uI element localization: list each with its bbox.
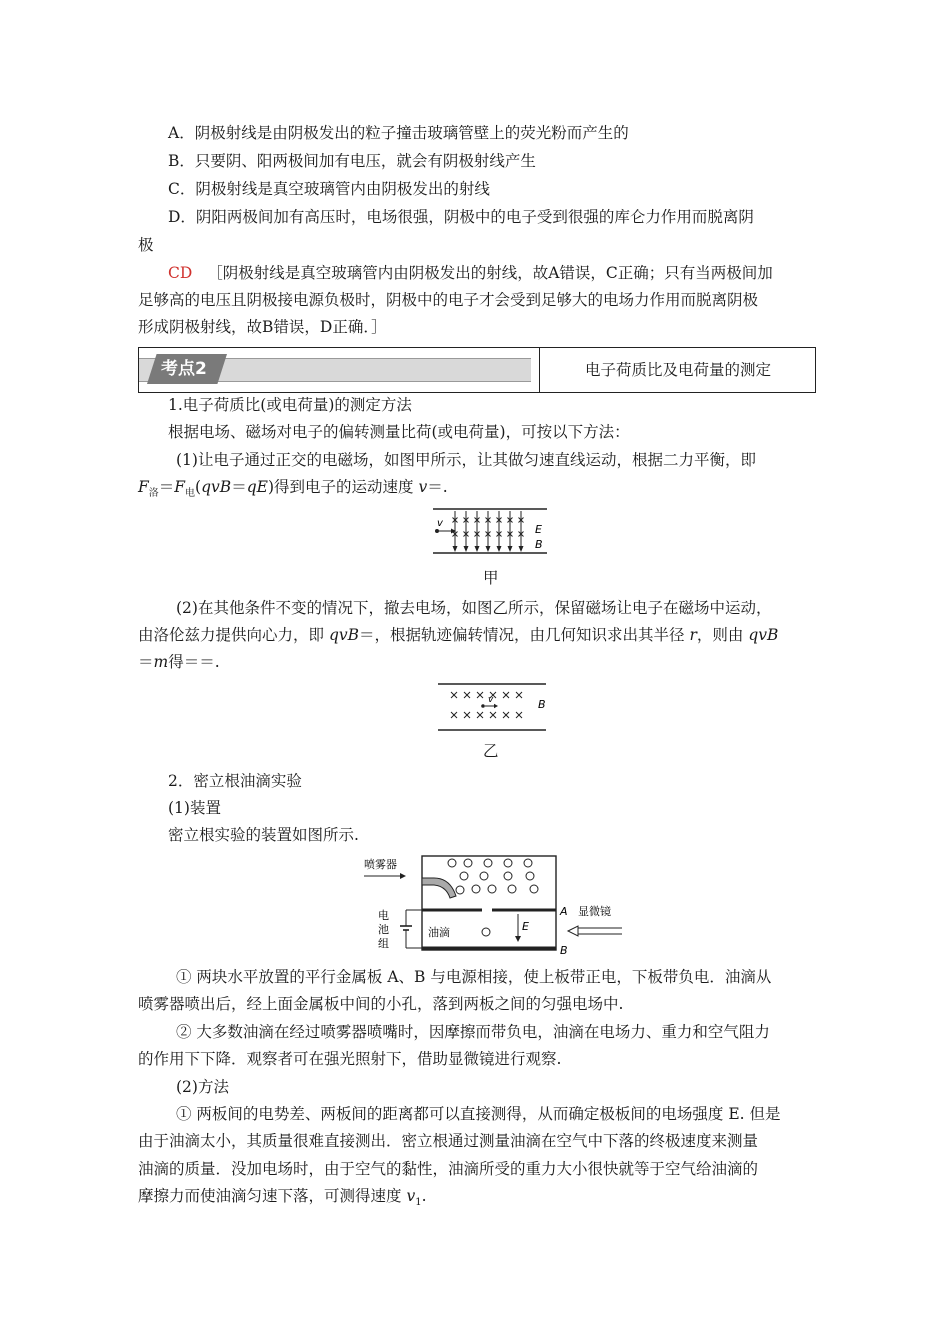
expr-qvb: qvB — [201, 478, 232, 496]
fig3-oil-droplets — [448, 859, 538, 894]
figure-yi-caption: 乙 — [483, 742, 499, 760]
m2-text-end: 得＝＝. — [168, 653, 220, 671]
subscript-luo: 洛 — [148, 488, 159, 500]
fig1-field-arrowhead — [475, 546, 480, 552]
subscript-dian: 电 — [185, 488, 196, 500]
millikan-heading: 2．密立根油滴实验 — [168, 772, 302, 790]
millikan-p1-line-2: 喷雾器喷出后，经上面金属板中间的小孔，落到两板之间的匀强电场中. — [138, 995, 624, 1013]
fig1-label-b: B — [535, 538, 543, 551]
fig3-e-arrowhead — [515, 936, 521, 942]
m2-expr-qvb-2: qvB — [748, 626, 779, 644]
option-b: B．只要阴、阳两极间加有电压，就会有阴极射线产生 — [168, 152, 536, 170]
paren-open: ( — [195, 478, 202, 496]
method-2-line-3 — [138, 651, 220, 673]
fig3-droplet — [526, 872, 534, 880]
fig3-droplet — [488, 885, 496, 893]
millikan-sub-2: (2)方法 — [176, 1078, 229, 1096]
symbol-f-2: F — [174, 478, 186, 496]
millikan-p3-line-2: 由于油滴太小，其质量很难直接测出．密立根通过测量油滴在空气中下落的终极速度来测量 — [138, 1132, 759, 1150]
p3-text: 摩擦力而使油滴匀速下落，可测得速度 — [138, 1187, 407, 1205]
equals-sign: ＝ — [158, 478, 175, 496]
method-1-line-1: (1)让电子通过正交的电磁场，如图甲所示，让其做匀速直线运动，根据二力平衡，即 — [176, 451, 756, 469]
fig3-sprayer-arrowhead — [400, 873, 406, 879]
millikan-p1-line-1: ① 两块水平放置的平行金属板 A、B 与电源相接，使上板带正电，下板带负电．油滴从 — [176, 968, 772, 986]
symbol-v: v — [418, 478, 428, 496]
fig3-label-battery-2: 池 — [378, 923, 389, 936]
fig1-label-v: v — [437, 518, 443, 529]
millikan-p2-line-1: ② 大多数油滴在经过喷雾器喷嘴时，因摩擦而带负电，油滴在电场力、重力和空气阻力 — [176, 1023, 770, 1041]
fig3-droplet — [504, 859, 512, 867]
millikan-p3-line-3: 油滴的质量．没加电场时，由于空气的黏性，油滴所受的重力大小很快就等于空气给油滴的 — [138, 1160, 759, 1178]
fig3-nozzle — [422, 878, 456, 898]
fig3-microscope-lens — [568, 926, 578, 936]
method-2-line-1: (2)在其他条件不变的情况下，撤去电场，如图乙所示，保留磁场让电子在磁场中运动， — [176, 599, 772, 617]
fig3-droplet — [484, 859, 492, 867]
fig3-droplet — [464, 859, 472, 867]
answer-text-1: ［阴极射线是真空玻璃管内由阴极发出的射线，故A错误，C正确；只有当两极间加 — [207, 264, 773, 282]
m2-text-e: ，则由 — [696, 626, 749, 644]
millikan-p2-line-2: 的作用下下降．观察者可在强光照射下，借助显微镜进行观察. — [138, 1050, 562, 1068]
method-2-line-2 — [138, 624, 778, 646]
p3-period: . — [421, 1187, 427, 1205]
p3-symbol-v: v — [406, 1187, 416, 1205]
section-header — [138, 347, 816, 393]
option-d-continued: 极 — [138, 236, 154, 254]
fig1-field-arrowhead — [453, 546, 458, 552]
m2-symbol-m: m — [153, 653, 169, 671]
fig3-label-a: A — [560, 905, 568, 918]
figure-millikan — [360, 852, 626, 956]
fig2-label-b: B — [538, 698, 546, 711]
equals-sign-2: ＝ — [231, 478, 247, 496]
millikan-sub-1-text: 密立根实验的装置如图所示. — [168, 826, 359, 844]
fig1-field-arrowhead — [519, 546, 524, 552]
figure-jia — [425, 503, 555, 563]
figure-yi — [436, 678, 548, 736]
fig3-label-b: B — [560, 944, 568, 956]
answer-line-1 — [168, 262, 773, 284]
equals-end: ＝. — [427, 478, 448, 496]
method-heading: 1.电子荷质比(或电荷量)的测定方法 — [168, 396, 412, 414]
fig3-droplet — [504, 872, 512, 880]
answer-line-2: 足够高的电压且阴极接电源负极时，阴极中的电子才会受到足够大的电场力作用而脱离阴极 — [138, 291, 759, 309]
fig3-droplet — [508, 885, 516, 893]
answer-line-3: 形成阴极射线，故B错误，D正确．］ — [138, 318, 387, 336]
m2-eq: ＝ — [138, 653, 154, 671]
fig1-field-arrowhead — [497, 546, 502, 552]
fig3-droplet — [480, 872, 488, 880]
p3-subscript-1: 1 — [415, 1197, 422, 1209]
symbol-f: F — [138, 478, 149, 496]
m2-expr-qvb: qvB — [328, 626, 360, 644]
millikan-p3-line-4 — [138, 1185, 427, 1214]
option-c: C．阴极射线是真空玻璃管内由阴极发出的射线 — [168, 180, 490, 198]
fig3-test-droplet — [482, 928, 490, 936]
fig3-label-battery-3: 组 — [378, 937, 389, 950]
fig2-label-v: v — [488, 695, 494, 705]
fig3-label-e: E — [522, 920, 529, 933]
text-velocity: )得到电子的运动速度 — [267, 478, 419, 496]
fig1-field-arrowhead — [464, 546, 469, 552]
fig3-droplet — [530, 885, 538, 893]
m2-text-c: ＝，根据轨迹偏转情况，由几何知识求出其半径 — [359, 626, 690, 644]
fig1-electron — [435, 529, 439, 533]
section-tag-zone — [139, 348, 540, 392]
section-title: 电子荷质比及电荷量的测定 — [584, 361, 771, 379]
m2-symbol-r: r — [689, 626, 697, 644]
fig3-label-oil: 油滴 — [428, 926, 450, 939]
fig3-droplet — [448, 859, 456, 867]
option-d: D．阴阳两极间加有高压时，电场很强，阴极中的电子受到很强的库仑力作用而脱离阴 — [168, 208, 754, 226]
fig1-field-arrowhead — [486, 546, 491, 552]
fig3-droplet — [460, 872, 468, 880]
fig2-magnetic-field-crosses — [451, 692, 522, 718]
millikan-sub-1: (1)装置 — [168, 799, 221, 817]
fig3-label-battery-1: 电 — [378, 909, 389, 922]
fig1-label-e: E — [535, 523, 542, 536]
fig3-label-microscope: 显微镜 — [578, 905, 611, 918]
fig2-electron — [481, 704, 485, 708]
section-tag: 考点2 — [161, 359, 207, 379]
millikan-p3-line-1: ① 两板间的电势差、两板间的距离都可以直接测得，从而确定极板间的电场强度 E. 但是 — [176, 1105, 781, 1123]
option-a: A．阴极射线是由阴极发出的粒子撞击玻璃管壁上的荧光粉而产生的 — [168, 124, 629, 142]
fig3-droplet — [472, 885, 480, 893]
fig3-droplet — [456, 886, 464, 894]
fig3-droplet — [524, 859, 532, 867]
fig1-field-lines — [453, 511, 524, 552]
expr-qe: qE — [246, 478, 268, 496]
fig1-field-arrowhead — [508, 546, 513, 552]
method-1-line-2 — [138, 476, 448, 505]
fig2-velocity-arrowhead — [494, 704, 498, 708]
method-intro: 根据电场、磁场对电子的偏转测量比荷(或电荷量)，可按以下方法： — [168, 423, 630, 441]
m2-text-a: 由洛伦兹力提供向心力，即 — [138, 626, 329, 644]
answer-label: CD — [168, 264, 193, 282]
figure-jia-caption: 甲 — [483, 569, 499, 587]
fig3-label-sprayer: 喷雾器 — [364, 858, 397, 871]
